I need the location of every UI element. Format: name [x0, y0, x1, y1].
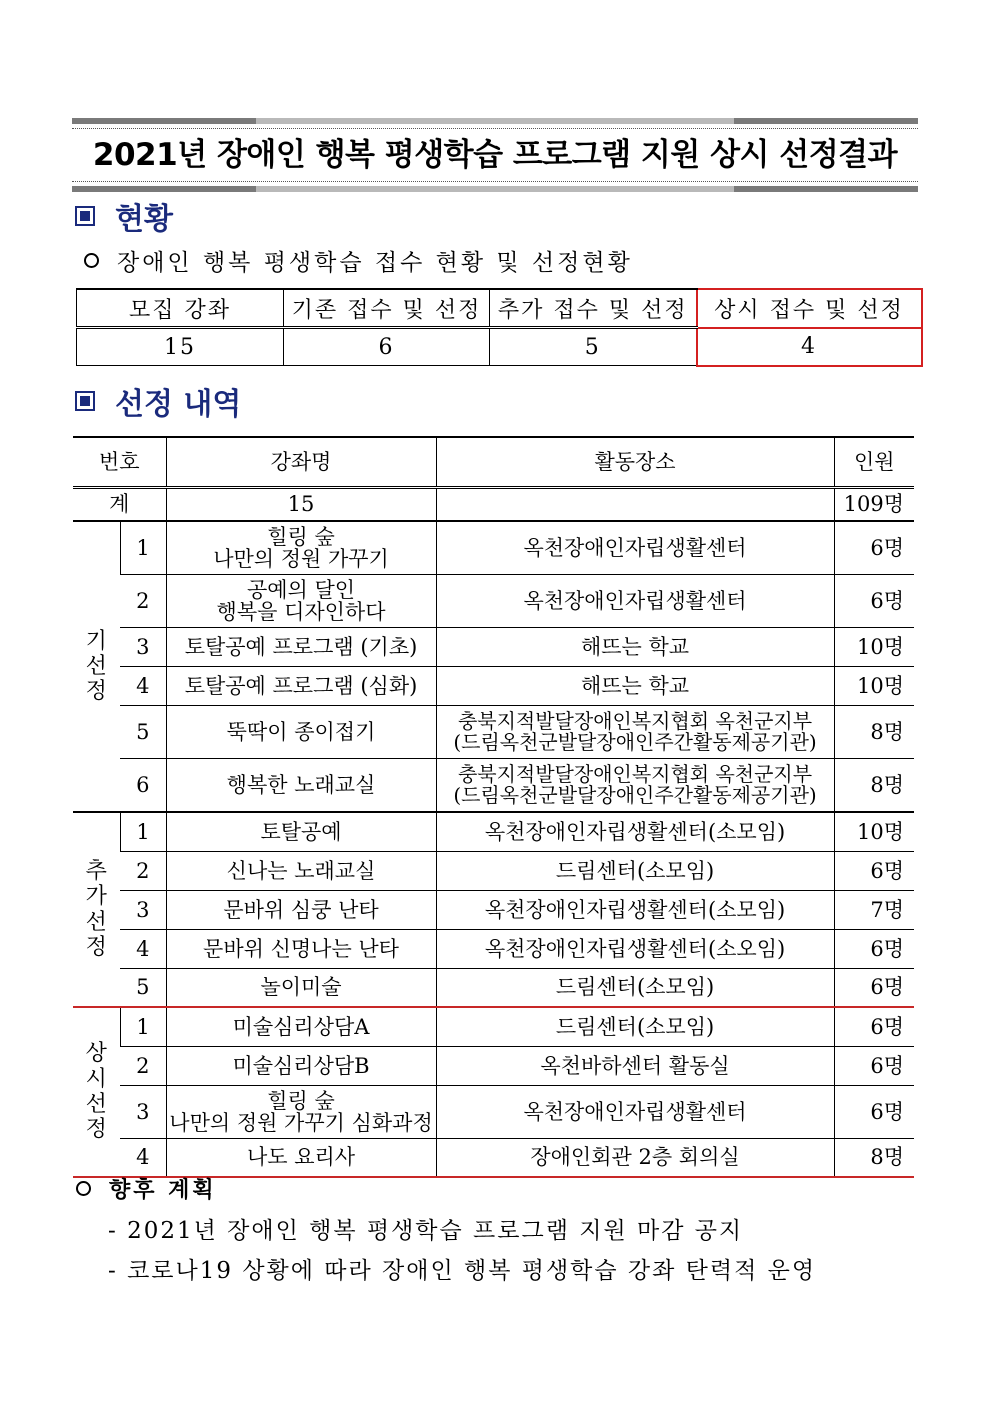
group-label: 추가선정 [73, 812, 120, 1007]
table-row [73, 812, 914, 852]
course-name-line: 힐링 숲 [267, 524, 335, 549]
course-name [166, 1139, 436, 1178]
activity-place [436, 969, 834, 1008]
table-row [73, 969, 914, 1008]
people-count: 10명 [834, 667, 914, 706]
activity-place [436, 667, 834, 706]
people-count: 6명 [834, 930, 914, 969]
activity-place-line: 옥천장애인자립생활센터 [523, 588, 747, 613]
course-name-line: 나만의 정원 가꾸기 [213, 547, 389, 571]
people-count: 6명 [834, 1086, 914, 1139]
course-name [166, 1086, 436, 1139]
people-count: 10명 [834, 628, 914, 667]
status-header-highlight: 상시 접수 및 선정 [697, 289, 922, 328]
course-name-line: 신나는 노래교실 [226, 858, 376, 883]
course-name-line: 힐링 숲 [267, 1088, 335, 1113]
row-number: 3 [120, 891, 166, 930]
total-courses: 15 [166, 488, 436, 522]
group-label: 상시선정 [73, 1007, 120, 1177]
course-name-line: 미술심리상담A [232, 1014, 370, 1039]
row-number: 4 [120, 667, 166, 706]
people-count: 6명 [834, 575, 914, 628]
table-row [73, 628, 914, 667]
row-number: 2 [120, 575, 166, 628]
activity-place [436, 1086, 834, 1139]
table-row [73, 667, 914, 706]
status-header: 모집 강좌 [77, 289, 284, 328]
course-name [166, 706, 436, 759]
activity-place-line: 옥천장애인자립생활센터 [523, 535, 747, 560]
people-count: 8명 [834, 759, 914, 813]
course-name-line: 뚝딱이 종이접기 [226, 719, 376, 744]
people-count: 6명 [834, 852, 914, 891]
course-name-line: 문바위 심쿵 난타 [223, 897, 379, 922]
row-number: 6 [120, 759, 166, 813]
course-name-line: 미술심리상담B [232, 1053, 370, 1078]
group-label: 기선정 [73, 521, 120, 812]
plan-heading: 향후 계획 [76, 1173, 217, 1204]
activity-place-line: 옥천장애인자립생활센터 [523, 1099, 747, 1124]
course-name-line: 토탈공예 프로그램 (기초) [184, 634, 418, 659]
row-number: 5 [120, 969, 166, 1008]
course-name-line: 놀이미술 [260, 975, 342, 1000]
course-name [166, 930, 436, 969]
course-name-line: 행복한 노래교실 [226, 772, 376, 797]
course-name [166, 852, 436, 891]
status-header: 추가 접수 및 선정 [490, 289, 697, 328]
row-number: 5 [120, 706, 166, 759]
total-place [436, 488, 834, 522]
course-name [166, 628, 436, 667]
course-name [166, 812, 436, 852]
row-number: 3 [120, 1086, 166, 1139]
table-row [73, 759, 914, 813]
activity-place [436, 706, 834, 759]
people-count: 10명 [834, 812, 914, 852]
title-bottom-bar [72, 186, 918, 192]
course-name [166, 969, 436, 1008]
square-bullet-icon [75, 206, 95, 226]
course-name-line: 문바위 신명나는 난타 [203, 936, 399, 961]
activity-place-line: 옥천장애인자립생활센터(소모임) [484, 819, 786, 844]
row-number: 2 [120, 852, 166, 891]
people-count: 6명 [834, 1047, 914, 1086]
course-name-line: 행복을 디자인하다 [216, 600, 386, 624]
section-selection-heading: 선정 내역 [75, 381, 241, 421]
activity-place-line: 옥천장애인자립생활센터(소모임) [484, 897, 786, 922]
selection-rows [73, 521, 914, 1177]
table-row [73, 1007, 914, 1047]
header-place: 활동장소 [436, 437, 834, 488]
activity-place [436, 930, 834, 969]
header-number: 번호 [73, 437, 166, 488]
people-count: 6명 [834, 521, 914, 575]
people-count: 6명 [834, 969, 914, 1008]
activity-place [436, 852, 834, 891]
activity-place-line: 드림센터(소모임) [555, 858, 715, 883]
circle-bullet-icon [76, 1181, 91, 1196]
table-row [73, 575, 914, 628]
section-status-heading: 현황 [75, 196, 173, 236]
course-name-line: 나도 요리사 [246, 1145, 356, 1170]
activity-place-line: 해뜨는 학교 [580, 634, 690, 659]
activity-place [436, 521, 834, 575]
activity-place-line: 충북지적발달장애인복지협회 옥천군지부 [457, 762, 813, 786]
table-row [73, 706, 914, 759]
header-course: 강좌명 [166, 437, 436, 488]
status-value: 5 [490, 328, 697, 366]
activity-place [436, 628, 834, 667]
table-row [73, 1086, 914, 1139]
status-table [76, 288, 923, 367]
table-row [73, 1139, 914, 1178]
circle-bullet-icon [84, 253, 99, 268]
activity-place [436, 891, 834, 930]
status-subheading: 장애인 행복 평생학습 접수 현황 및 선정현황 [84, 244, 633, 277]
status-header: 기존 접수 및 선정 [284, 289, 490, 328]
activity-place-line: 옥천장애인자립생활센터(소오임) [484, 936, 786, 961]
selection-table [73, 436, 914, 1178]
course-name [166, 759, 436, 813]
people-count: 8명 [834, 1139, 914, 1178]
row-number: 1 [120, 812, 166, 852]
course-name [166, 667, 436, 706]
row-number: 4 [120, 930, 166, 969]
square-bullet-icon [75, 391, 95, 411]
course-name-line: 나만의 정원 가꾸기 심화과정 [169, 1111, 433, 1135]
table-row [73, 891, 914, 930]
table-row [73, 852, 914, 891]
status-value: 15 [77, 328, 284, 366]
activity-place-line: (드림옥천군발달장애인주간활동제공기관) [453, 730, 817, 754]
row-number: 1 [120, 521, 166, 575]
people-count: 8명 [834, 706, 914, 759]
activity-place-line: 장애인회관 2층 회의실 [530, 1145, 740, 1170]
people-count: 6명 [834, 1007, 914, 1047]
activity-place [436, 575, 834, 628]
status-value-highlight: 4 [697, 328, 922, 366]
activity-place-line: (드림옥천군발달장애인주간활동제공기관) [453, 783, 817, 807]
table-row [73, 930, 914, 969]
activity-place-line: 해뜨는 학교 [580, 673, 690, 698]
table-row [73, 521, 914, 575]
course-name [166, 891, 436, 930]
row-number: 2 [120, 1047, 166, 1086]
course-name-line: 토탈공예 프로그램 (심화) [184, 673, 418, 698]
row-number: 1 [120, 1007, 166, 1047]
course-name [166, 575, 436, 628]
activity-place [436, 759, 834, 813]
course-name-line: 공예의 달인 [246, 577, 356, 602]
title-top-bar [72, 118, 918, 124]
people-count: 7명 [834, 891, 914, 930]
total-people: 109명 [834, 488, 914, 522]
course-name [166, 1047, 436, 1086]
activity-place-line: 드림센터(소모임) [555, 975, 715, 1000]
course-name [166, 521, 436, 575]
activity-place [436, 1047, 834, 1086]
activity-place [436, 1007, 834, 1047]
plan-item: - 2021년 장애인 행복 평생학습 프로그램 지원 마감 공지 [108, 1218, 744, 1244]
status-value: 6 [284, 328, 490, 366]
plan-item: - 코로나19 상황에 따라 장애인 행복 평생학습 강좌 탄력적 운영 [108, 1258, 817, 1284]
row-number: 4 [120, 1139, 166, 1178]
document-title: 2021년 장애인 행복 평생학습 프로그램 지원 상시 선정결과 [92, 137, 898, 173]
header-people: 인원 [834, 437, 914, 488]
activity-place [436, 1139, 834, 1178]
activity-place-line: 충북지적발달장애인복지협회 옥천군지부 [457, 709, 813, 733]
activity-place-line: 옥천바하센터 활동실 [540, 1053, 730, 1078]
table-row [73, 1047, 914, 1086]
document-title-block [72, 118, 918, 192]
activity-place [436, 812, 834, 852]
activity-place-line: 드림센터(소모임) [555, 1014, 715, 1039]
row-number: 3 [120, 628, 166, 667]
total-label: 계 [73, 488, 166, 522]
course-name-line: 토탈공예 [260, 819, 342, 844]
course-name [166, 1007, 436, 1047]
